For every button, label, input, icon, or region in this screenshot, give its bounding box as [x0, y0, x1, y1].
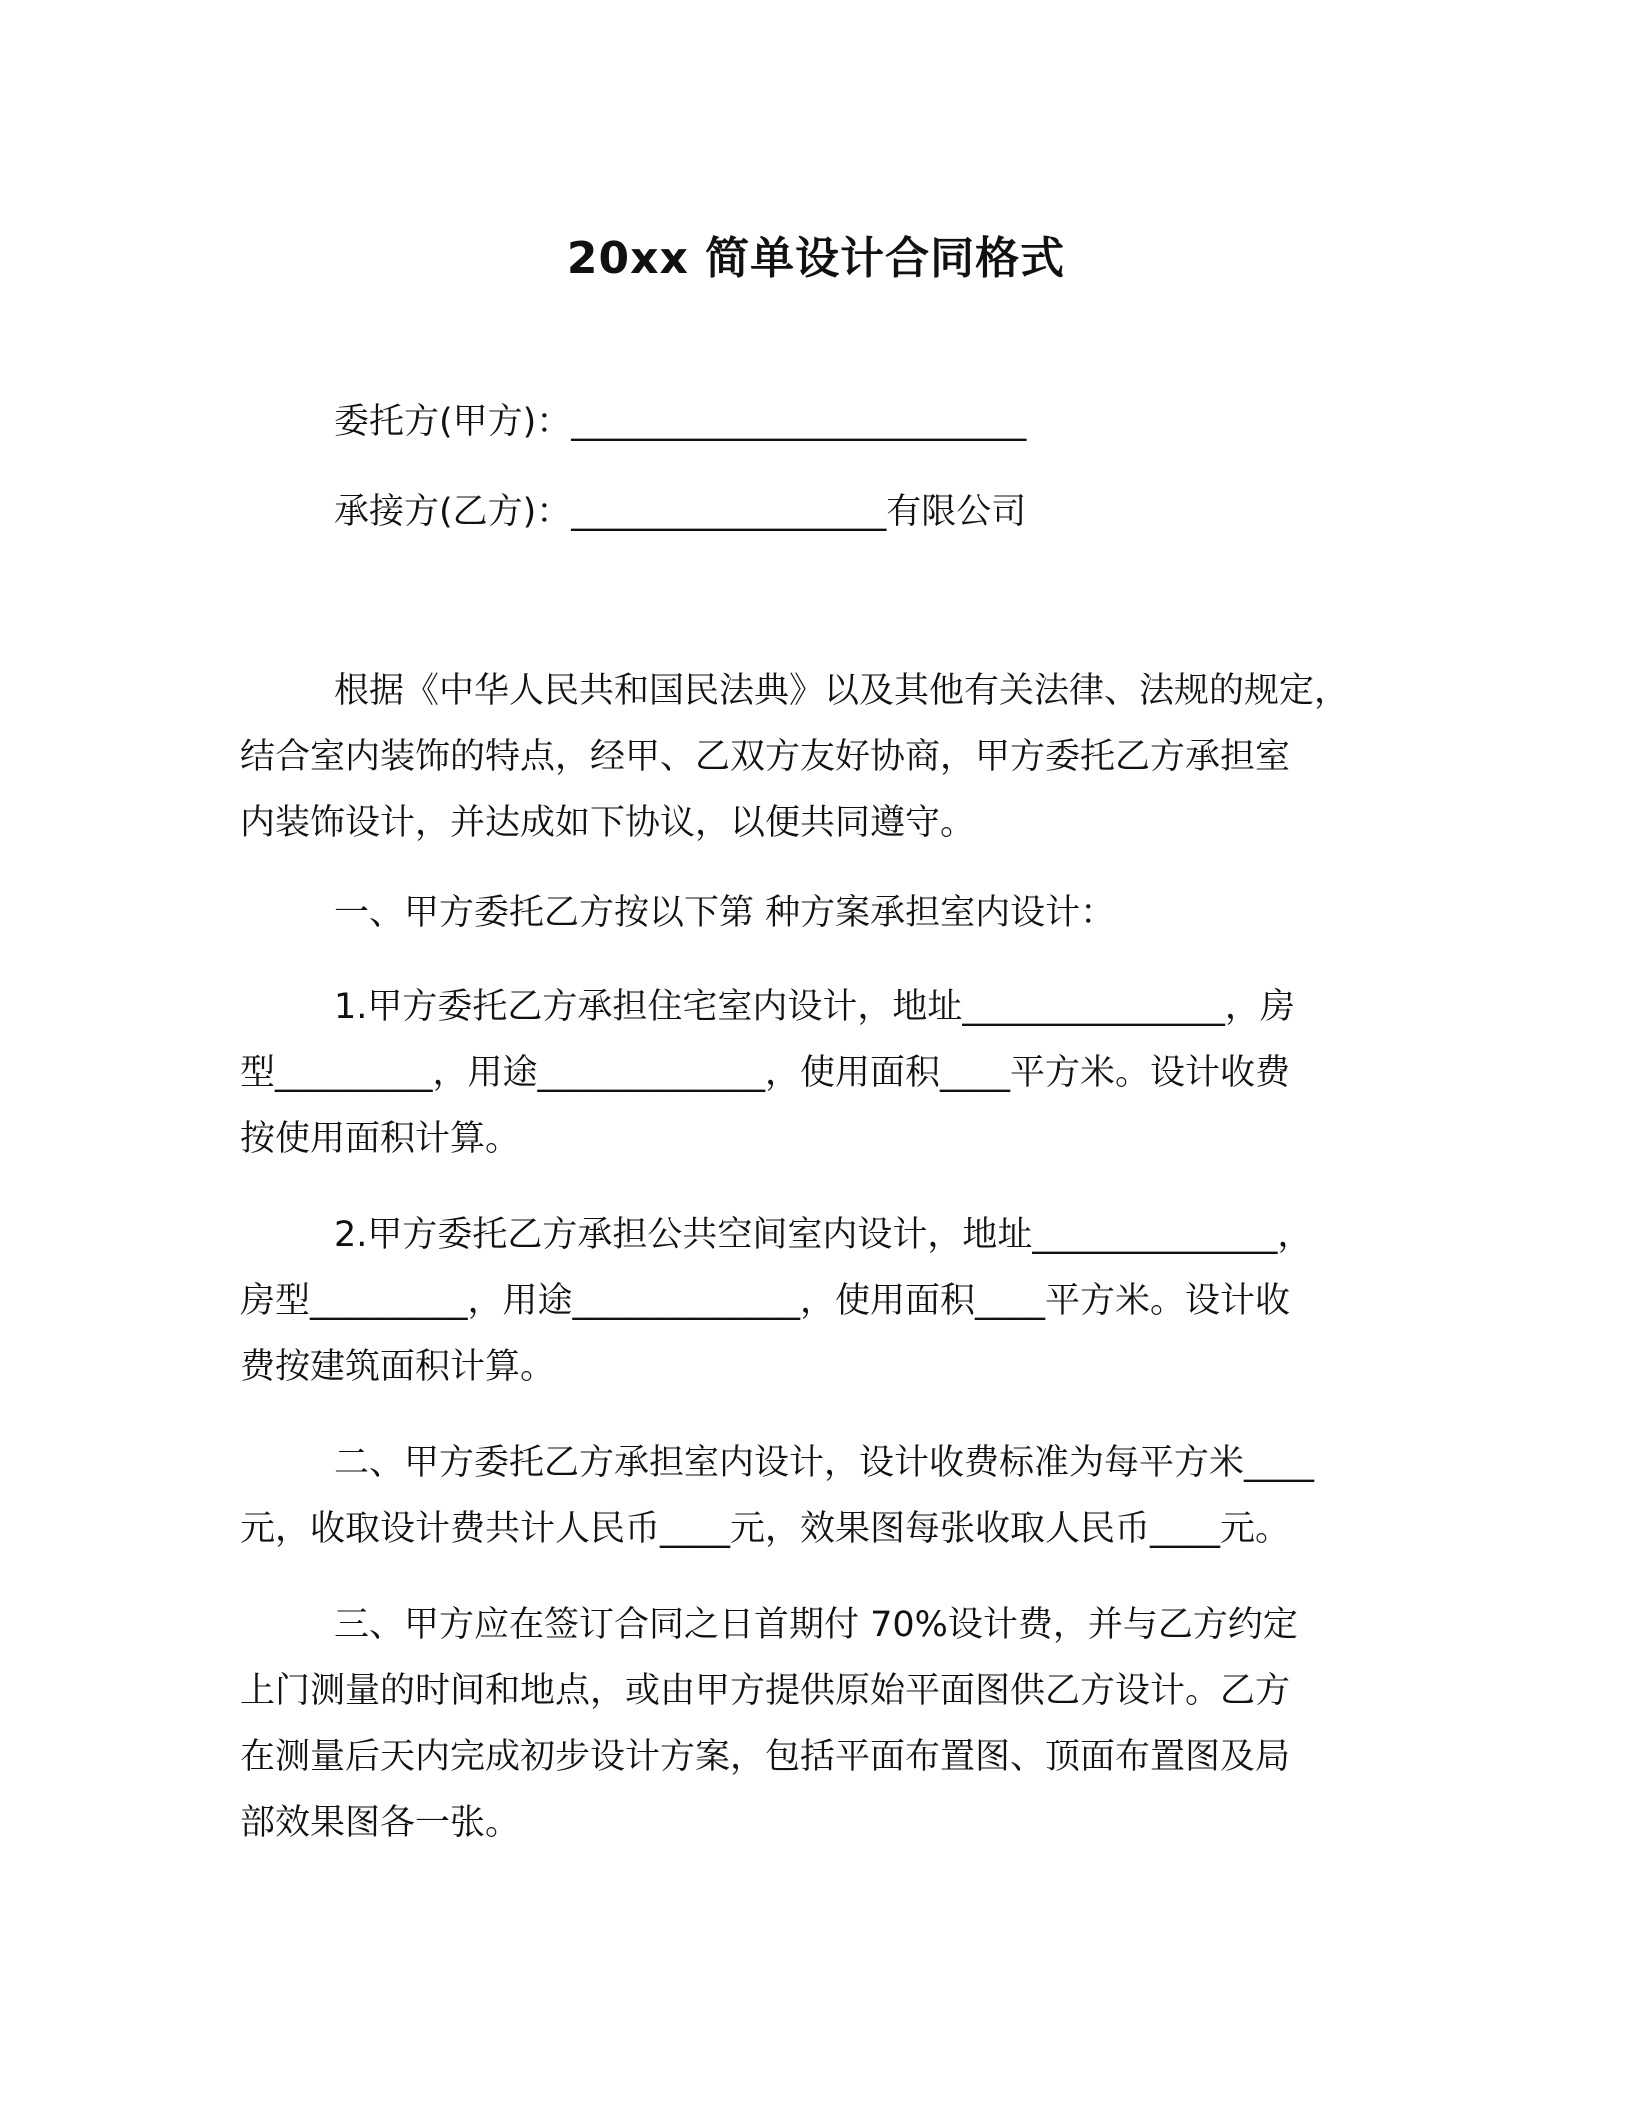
intro-paragraph	[240, 658, 1420, 856]
clause-1-option-2	[240, 1202, 1420, 1400]
clause-1-heading	[240, 880, 1420, 946]
paragraph-line: 费按建筑面积计算。	[240, 1347, 556, 1387]
clause-3	[240, 1592, 1420, 1856]
paragraph-line: 二、甲方委托乙方承担室内设计，设计收费标准为每平方米____	[334, 1443, 1315, 1483]
paragraph-line: 型_________，用途_____________，使用面积____平方米。设计收费	[240, 1053, 1291, 1093]
clause-1-option-1	[240, 974, 1420, 1172]
paragraph-line: 按使用面积计算。	[240, 1119, 521, 1159]
document-title: 20xx 简单设计合同格式	[566, 233, 1066, 284]
paragraph-line: 三、甲方应在签订合同之日首期付 70%设计费，并与乙方约定	[334, 1605, 1298, 1645]
paragraph-line: 上门测量的时间和地点，或由甲方提供原始平面图供乙方设计。乙方	[240, 1671, 1291, 1711]
paragraph-line: 内装饰设计，并达成如下协议，以便共同遵守。	[240, 803, 976, 843]
party-a-line: 委托方(甲方)：__________________________	[334, 402, 1027, 442]
paragraph-line: 房型_________，用途_____________，使用面积____平方米。设计收	[240, 1281, 1291, 1321]
paragraph-line: 1.甲方委托乙方承担住宅室内设计，地址_______________，房	[334, 987, 1295, 1027]
paragraph-line: 部效果图各一张。	[240, 1803, 521, 1843]
party-b-line: 承接方(乙方)：__________________有限公司	[334, 492, 1027, 532]
paragraph-line: 在测量后天内完成初步设计方案，包括平面布置图、顶面布置图及局	[240, 1737, 1291, 1777]
paragraph-line: 一、甲方委托乙方按以下第 种方案承担室内设计：	[334, 893, 1116, 933]
paragraph-line: 元，收取设计费共计人民币____元，效果图每张收取人民币____元。	[240, 1509, 1291, 1549]
paragraph-line: 2.甲方委托乙方承担公共空间室内设计，地址______________，	[334, 1215, 1313, 1255]
clause-2	[240, 1430, 1420, 1562]
paragraph-line: 结合室内装饰的特点，经甲、乙双方友好协商，甲方委托乙方承担室	[240, 737, 1291, 777]
paragraph-line: 根据《中华人民共和国民法典》以及其他有关法律、法规的规定，	[334, 671, 1350, 711]
